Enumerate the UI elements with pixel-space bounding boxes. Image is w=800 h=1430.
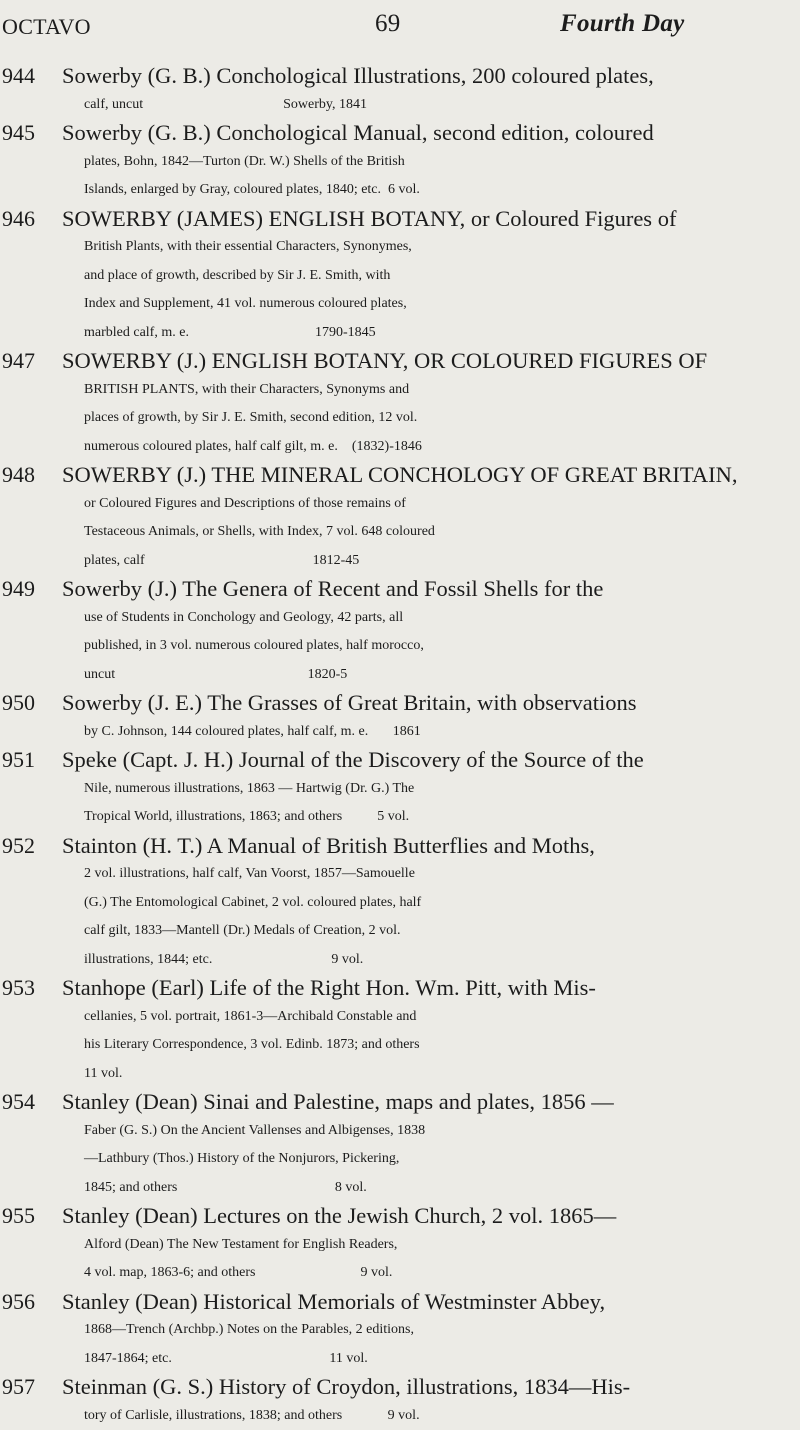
lot-description [62,832,792,975]
lot-line: 1868—Trench (Archbp.) Notes on the Parables, 2 editions, [62,1316,792,1345]
lot-line: marbled calf, m. e. 1790-1845 [62,319,792,348]
lot-line: his Literary Correspondence, 3 vol. Edinb. 1873; and others [62,1031,792,1060]
lot-line: by C. Johnson, 144 coloured plates, half calf, m. e. 1861 [62,718,792,747]
lot-description [62,119,792,205]
lot-line: 2 vol. illustrations, half calf, Van Voorst, 1857—Samouelle [62,860,792,889]
lot-line: cellanies, 5 vol. portrait, 1861-3—Archibald Constable and [62,1003,792,1032]
lot-description [62,1202,792,1288]
lot-line: SOWERBY (JAMES) ENGLISH BOTANY, or Coloured Figures of [62,205,792,234]
lot-description [62,689,792,746]
lot-entry [0,347,800,461]
lot-description [62,1088,792,1202]
lot-description [62,1373,792,1430]
lot-description [62,575,792,689]
lot-line: Nile, numerous illustrations, 1863 — Hartwig (Dr. G.) The [62,775,792,804]
lot-line: Stanley (Dean) Sinai and Palestine, maps and plates, 1856 — [62,1088,792,1117]
lot-entry [0,1088,800,1202]
lot-entry [0,1288,800,1374]
lot-entry [0,575,800,689]
lot-line: Alford (Dean) The New Testament for English Readers, [62,1231,792,1260]
lot-line: Testaceous Animals, or Shells, with Index, 7 vol. 648 coloured [62,518,792,547]
lot-line: numerous coloured plates, half calf gilt, m. e. (1832)-1846 [62,433,792,462]
lot-line: British Plants, with their essential Characters, Synonymes, [62,233,792,262]
lot-line: illustrations, 1844; etc. 9 vol. [62,946,792,975]
lot-line: (G.) The Entomological Cabinet, 2 vol. coloured plates, half [62,889,792,918]
lot-entry [0,205,800,348]
lot-list [0,62,800,1430]
lot-line: places of growth, by Sir J. E. Smith, second edition, 12 vol. [62,404,792,433]
lot-line: Sowerby (G. B.) Conchological Manual, second edition, coloured [62,119,792,148]
lot-entry [0,1202,800,1288]
lot-number: 957 [2,1373,35,1402]
lot-line: use of Students in Conchology and Geology, 42 parts, all [62,604,792,633]
lot-number: 954 [2,1088,35,1117]
lot-line: 4 vol. map, 1863-6; and others 9 vol. [62,1259,792,1288]
lot-description [62,347,792,461]
lot-line: published, in 3 vol. numerous coloured plates, half morocco, [62,632,792,661]
lot-number: 951 [2,746,35,775]
lot-line: 1845; and others 8 vol. [62,1174,792,1203]
lot-number: 949 [2,575,35,604]
lot-line: Stanley (Dean) Lectures on the Jewish Church, 2 vol. 1865— [62,1202,792,1231]
lot-entry [0,62,800,119]
lot-number: 948 [2,461,35,490]
page-number: 69 [375,10,401,38]
lot-line: calf gilt, 1833—Mantell (Dr.) Medals of Creation, 2 vol. [62,917,792,946]
lot-number: 944 [2,62,35,91]
lot-number: 956 [2,1288,35,1317]
lot-description [62,746,792,832]
lot-line: calf, uncut Sowerby, 1841 [62,91,792,120]
lot-line: plates, calf 1812-45 [62,547,792,576]
lot-description [62,62,792,119]
lot-line: Index and Supplement, 41 vol. numerous coloured plates, [62,290,792,319]
lot-description [62,1288,792,1374]
lot-line: Tropical World, illustrations, 1863; and others 5 vol. [62,803,792,832]
lot-entry [0,832,800,975]
lot-number: 950 [2,689,35,718]
lot-line: Stanhope (Earl) Life of the Right Hon. Wm. Pitt, with Mis- [62,974,792,1003]
lot-number: 953 [2,974,35,1003]
lot-entry [0,461,800,575]
lot-line: Speke (Capt. J. H.) Journal of the Discovery of the Source of the [62,746,792,775]
lot-line: Sowerby (J.) The Genera of Recent and Fossil Shells for the [62,575,792,604]
lot-entry [0,689,800,746]
lot-line: tory of Carlisle, illustrations, 1838; and others 9 vol. [62,1402,792,1430]
lot-description [62,974,792,1088]
lot-line: SOWERBY (J.) ENGLISH BOTANY, OR COLOURED FIGURES OF [62,347,792,376]
header-format: OCTAVO [2,14,91,40]
lot-line: SOWERBY (J.) THE MINERAL CONCHOLOGY OF GREAT BRITAIN, [62,461,792,490]
lot-description [62,205,792,348]
lot-entry [0,974,800,1088]
lot-line: or Coloured Figures and Descriptions of those remains of [62,490,792,519]
lot-line: BRITISH PLANTS, with their Characters, Synonyms and [62,376,792,405]
lot-line: Sowerby (G. B.) Conchological Illustrations, 200 coloured plates, [62,62,792,91]
lot-entry [0,1373,800,1430]
lot-line: Faber (G. S.) On the Ancient Vallenses and Albigenses, 1838 [62,1117,792,1146]
lot-number: 946 [2,205,35,234]
lot-line: 1847-1864; etc. 11 vol. [62,1345,792,1374]
lot-line: uncut 1820-5 [62,661,792,690]
lot-entry [0,119,800,205]
lot-line: Stainton (H. T.) A Manual of British Butterflies and Moths, [62,832,792,861]
lot-number: 952 [2,832,35,861]
lot-entry [0,746,800,832]
lot-description [62,461,792,575]
lot-number: 955 [2,1202,35,1231]
header-day: Fourth Day [560,10,685,38]
page-header [0,8,800,48]
lot-number: 945 [2,119,35,148]
lot-line: Steinman (G. S.) History of Croydon, illustrations, 1834—His- [62,1373,792,1402]
lot-line: plates, Bohn, 1842—Turton (Dr. W.) Shells of the British [62,148,792,177]
lot-line: Sowerby (J. E.) The Grasses of Great Britain, with observations [62,689,792,718]
lot-number: 947 [2,347,35,376]
lot-line: Islands, enlarged by Gray, coloured plates, 1840; etc. 6 vol. [62,176,792,205]
lot-line: —Lathbury (Thos.) History of the Nonjurors, Pickering, [62,1145,792,1174]
lot-line: Stanley (Dean) Historical Memorials of Westminster Abbey, [62,1288,792,1317]
lot-line: and place of growth, described by Sir J. E. Smith, with [62,262,792,291]
lot-line: 11 vol. [62,1060,792,1089]
